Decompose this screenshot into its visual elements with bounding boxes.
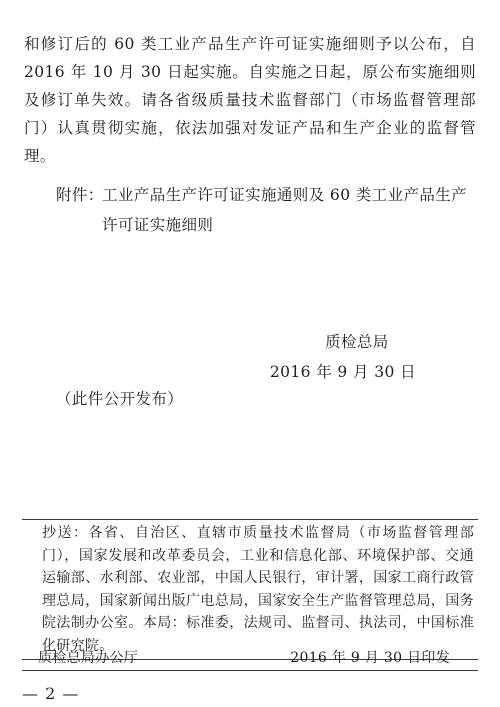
- issuance-row: [22, 646, 478, 671]
- signature-block: [270, 327, 416, 387]
- signing-date: 2016 年 9 月 30 日: [269, 363, 416, 381]
- page-number: — 2 —: [22, 684, 80, 703]
- signing-organization: 质检总局: [325, 333, 389, 351]
- attachment-label: 附件：: [56, 186, 104, 204]
- print-date: 2016 年 9 月 30 日印发: [290, 650, 450, 666]
- attachment-content: 工业产品生产许可证实施通则及 60 类工业产品生产许可证实施细则: [102, 186, 468, 234]
- distribution-list: 抄送：各省、自治区、直辖市质量技术监督局（市场监督管理部门），国家发展和改革委员会，工业和信息化部、环境保护部、交通运输部、水利部、农业部，中国人民银行，审计署，国家工商行政管理总局，国家新闻出版广电总局，国家安全生产监督管理总局，国务院法制办公室。本局：标准委，法规司、监督司、执法司，中国标准化研究院。: [42, 525, 474, 654]
- distribution-block: [22, 519, 478, 660]
- public-release-note: （此件公开发布）: [56, 390, 184, 408]
- attachment-section: [56, 180, 476, 240]
- issuing-office: 质检总局办公厅: [38, 650, 139, 666]
- body-paragraph: 和修订后的 60 类工业产品生产许可证实施细则予以公布，自 2016 年 10 月 30 日起实施。自实施之日起，原公布实施细则及修订单失效。请各省级质量技术监督部门（市场监督管理部门）认真贯彻实施，依法加强对发证产品和生产企业的监督管理。: [24, 35, 476, 165]
